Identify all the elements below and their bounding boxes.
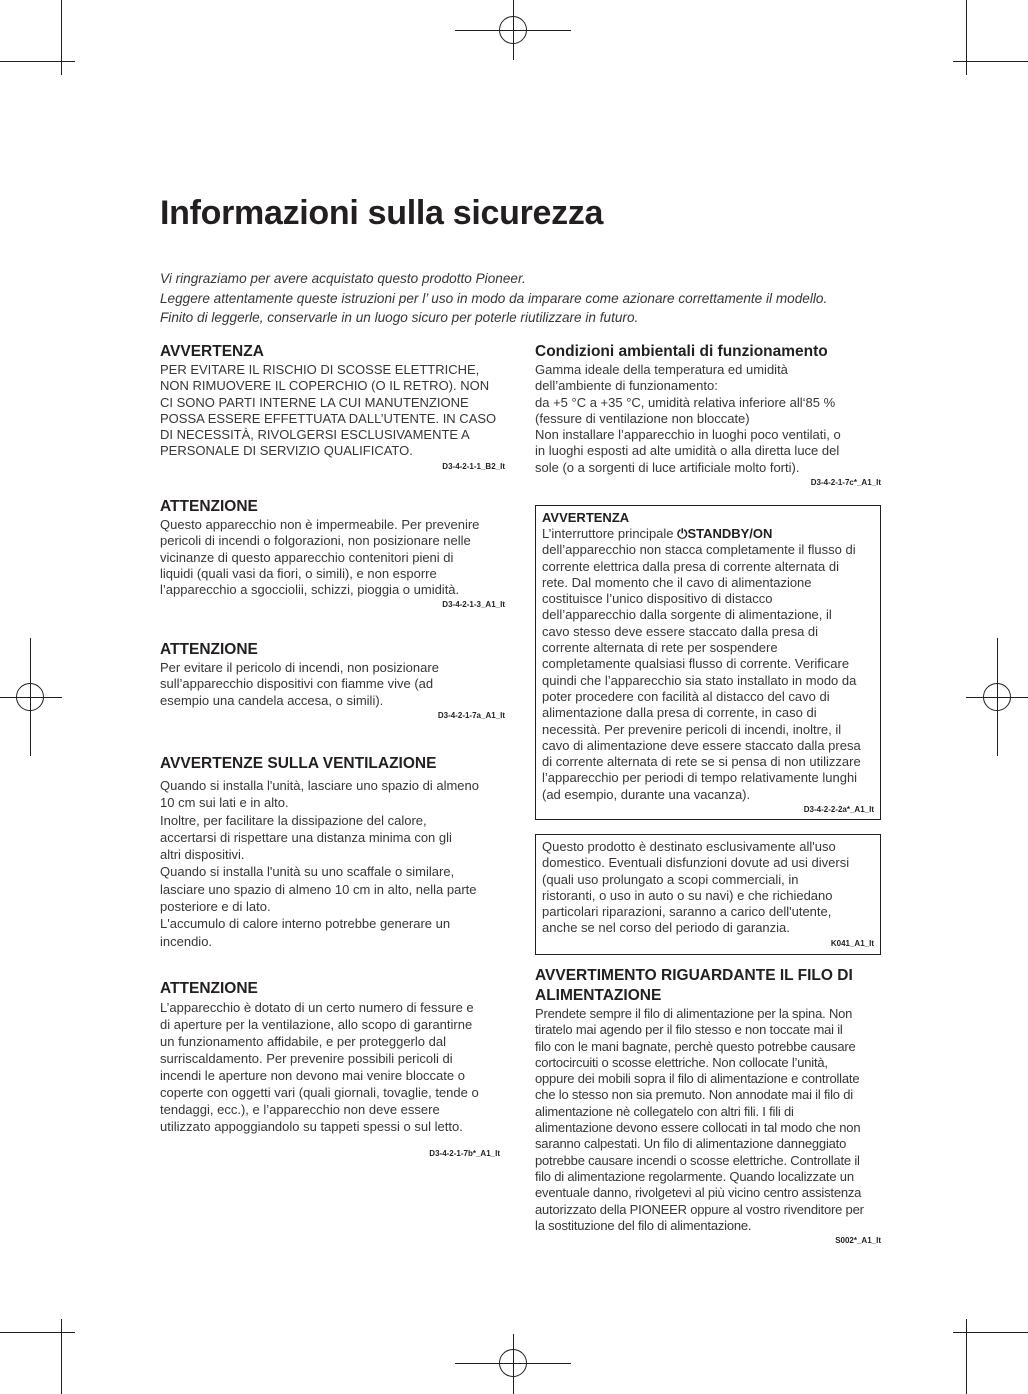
doc-code: D3-4-2-1-7a_A1_It: [437, 710, 505, 720]
doc-code: D3-4-2-2-2a*_A1_It: [803, 805, 874, 815]
section-lead: [542, 526, 874, 542]
avvertenza-section: [160, 342, 505, 473]
attenzione-water-section: [160, 497, 505, 611]
intro-line: Finito di leggerle, conservarle in un luogo sicuro per poterle riutilizzare in futuro.: [160, 310, 639, 325]
section-body: Questo prodotto è destinato esclusivamente all'uso domestico. Eventuali disfunzioni dovute ad usi diversi (quali uso prolungato a scopi commerciali, in ristoranti, o uso in auto o su navi) e che richiedano particolari riparazioni, saranno a carico dell'utente, anche se nel corso del periodo di garanzia.: [542, 839, 850, 936]
section-body: Questo apparecchio non è impermeabile. Per prevenire pericoli di incendi o folgorazioni, non posizionare nelle vicinanze di questo apparecchio contenitori pieni di liquidi (quali vasi da fiori, o simili), e non esporre l’apparecchio a sgocciolii, schizzi, pioggia o umidità.: [160, 517, 480, 598]
section-heading: ATTENZIONE: [160, 498, 258, 515]
section-heading: ATTENZIONE: [160, 980, 258, 997]
attenzione-vents-section: [160, 979, 505, 1160]
standby-warning-box: [535, 505, 881, 820]
power-icon: ⏻: [677, 526, 688, 541]
doc-code: D3-4-2-1-7c*_A1_It: [810, 478, 881, 488]
attenzione-flame-section: [160, 640, 505, 722]
section-body: Quando si installa l'unità, lasciare uno spazio di almeno 10 cm sui lati e in alto. Inoltre, per facilitare la dissipazione del calore, accertarsi di rispettare una distanza minima con gli altri dispositivi. Quando si installa l'unità su uno scaffale o similare, lasciare uno spazio di almeno 10 cm in alto, nella parte posteriore e di lato. L'accumulo di calore interno potrebbe generare un incendio.: [160, 778, 480, 949]
standby-on-label: STANDBY/ON: [687, 526, 773, 541]
doc-code: D3-4-2-1-1_B2_It: [442, 461, 505, 471]
section-body: L’apparecchio è dotato di un certo numero di fessure e di aperture per la ventilazione, allo scopo di garantirne un funzionamento affidabile, e per proteggerlo dal surriscaldamento. Per prevenire possibili pericoli di incendi le aperture non devono mai venire bloccate o coperte con oggetti vari (quali giornali, tovaglie, tende o tendaggi, ecc.), e l’apparecchio non deve essere utilizzato appoggiandolo su tappeti spessi o sul letto.: [160, 1000, 479, 1134]
doc-code: K041_A1_It: [830, 938, 874, 948]
section-body: PER EVITARE IL RISCHIO DI SCOSSE ELETTRICHE, NON RIMUOVERE IL COPERCHIO (O IL RETRO). NON CI SONO PARTI INTERNE LA CUI MANUTENZIONE POSSA ESSERE EFFETTUATA DALL’UTENTE. IN CASO DI NECESSITÀ, RIVOLGERSI ESCLUSIVAMENTE A PERSONALE DI SERVIZIO QUALIFICATO.: [160, 362, 497, 459]
section-heading: Condizioni ambientali di funzionamento: [535, 343, 828, 360]
section-heading: ATTENZIONE: [160, 641, 258, 658]
section-body: Prendete sempre il filo di alimentazione per la spina. Non tiratelo mai agendo per il filo stesso e non toccate mai il filo con le mani bagnate, perchè questo potrebbe causare cortocircuiti o scosse elettriche. Non collocate l’unità, oppure dei mobili sopra il filo di alimentazione e controllate che lo stesso non sia premuto. Non annodate mai il filo di alimentazione nè collegatelo con altri fili. I fili di alimentazione devono essere collocati in tal modo che non saranno calpestati. Un filo di alimentazione danneggiato potrebbe causare incendi o scosse elettriche. Controllate il filo di alimentazione regolarmente. Quando localizzate un eventuale danno, rivolgetevi al più vicino centro assistenza autorizzato della PIONEER oppure al vostro rivenditore per la sostituzione del filo di alimentazione.: [535, 1006, 864, 1233]
environment-section: [535, 342, 881, 489]
section-heading: AVVERTIMENTO RIGUARDANTE IL FILO DI ALIMENTAZIONE: [535, 967, 853, 1004]
domestic-use-box: [535, 834, 881, 955]
power-cord-section: [535, 966, 881, 1247]
intro-line: Vi ringraziamo per avere acquistato questo prodotto Pioneer.: [160, 271, 526, 286]
ventilation-section: [160, 754, 508, 950]
doc-code: D3-4-2-1-7b*_A1_It: [429, 1149, 500, 1158]
intro-line: Leggere attentamente queste istruzioni per l’ uso in modo da imparare come azionare correttamente il modello.: [160, 290, 828, 306]
doc-code: S002*_A1_It: [835, 1236, 881, 1246]
section-heading: AVVERTENZA: [542, 510, 630, 525]
section-body: Per evitare il pericolo di incendi, non posizionare sull’apparecchio dispositivi con fiamme vive (ad esempio una candela accesa, o simili).: [160, 660, 439, 708]
section-heading: AVVERTENZE SULLA VENTILAZIONE: [160, 755, 437, 772]
section-body: dell’apparecchio non stacca completamente il flusso di corrente elettrica dalla presa di corrente alternata di rete. Dal momento che il cavo di alimentazione costituisce l’unico dispositivo di distacco dell’apparecchio dalla sorgente di alimentazione, il cavo stesso deve essere staccato dalla presa di corrente alternata di rete per sospendere completamente qualsiasi flusso di corrente. Verificare quindi che l’apparecchio sia stato installato in modo da poter procedere con facilità al distacco del cavo di alimentazione dalla presa di corrente, in caso di necessità. Per prevenire pericoli di incendi, inoltre, il cavo di alimentazione deve essere staccato dalla presa di corrente alternata di rete se si pensa di non utilizzare l’apparecchio per periodi di tempo relativamente lunghi (ad esempio, durante una vacanza).: [542, 542, 861, 802]
page-title: Informazioni sulla sicurezza: [160, 194, 604, 232]
section-heading: AVVERTENZA: [160, 343, 264, 360]
doc-code: D3-4-2-1-3_A1_It: [442, 600, 505, 610]
intro-text: [160, 269, 880, 328]
lead-text: L’interruttore principale: [542, 526, 678, 541]
section-body: Gamma ideale della temperatura ed umidità dell’ambiente di funzionamento: da +5 °C a +35 °C, umidità relativa inferiore all‘85 % (fessure di ventilazione non bloccate) Non installare l’apparecchio in luoghi poco ventilati, o in luoghi esposti ad alte umidità o alla diretta luce del sole (o a sorgenti di luce artificiale molto forti).: [535, 362, 841, 475]
